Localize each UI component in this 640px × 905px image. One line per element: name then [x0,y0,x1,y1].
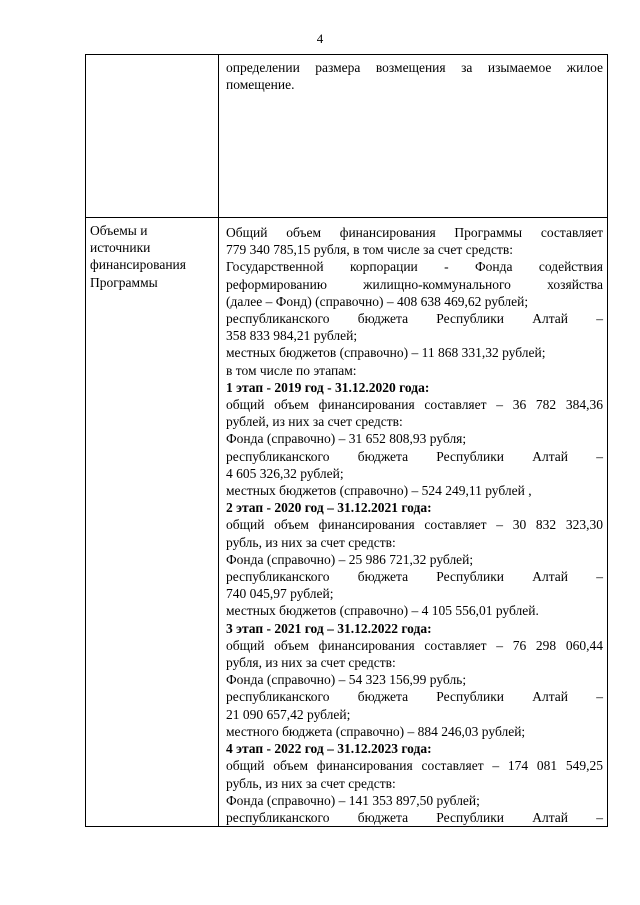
text-line: 21 090 657,42 рублей; [226,706,351,722]
text-line: Фонда (справочно) – 54 323 156,99 рубль; [226,672,467,688]
text-line: общий объем финансирования составляет – 174 081 549,25 [226,758,603,774]
text-line: Фонда (справочно) – 141 353 897,50 рублей; [226,792,480,808]
text-line: местного бюджета (справочно) – 884 246,03 рублей; [226,723,526,739]
stage-heading: 4 этап - 2022 год – 31.12.2023 года: [226,741,432,757]
text-line: рублей, из них за счет средств: [226,414,403,430]
text-line: 358 833 984,21 рублей; [226,328,358,344]
text-line: республиканского бюджета Республики Алтай – [226,448,603,464]
text-line: определении размера возмещения за изымаемое жилое [226,60,603,75]
text-line: реформированию жилищно-коммунального хозяйства [226,276,603,292]
text-line: 779 340 785,15 рубля, в том числе за счет средств: [226,242,514,258]
text-line: рубля, из них за счет средств: [226,655,396,671]
text-line: общий объем финансирования составляет – 30 832 323,30 [226,517,603,533]
text-line: общий объем финансирования составляет – 36 782 384,36 [226,397,603,413]
text-line: республиканского бюджета Республики Алтай – [226,809,603,825]
financing-text [219,218,607,826]
label-line: источники [90,240,151,256]
label-line: финансирования [90,257,186,273]
page-number: 4 [316,31,324,46]
row-label [86,55,218,59]
text-line: местных бюджетов (справочно) – 4 105 556,01 рублей. [226,603,539,619]
stage-heading: 3 этап - 2021 год – 31.12.2022 года: [226,620,432,636]
table-row [86,55,608,218]
text-line: Общий объем финансирования Программы составляет [226,225,603,240]
table-row [86,218,608,827]
program-passport-table [85,54,608,827]
text-line: Фонда (справочно) – 25 986 721,32 рублей; [226,551,474,567]
text-line: республиканского бюджета Республики Алтай – [226,689,603,705]
row-label-cell [86,55,219,218]
text-line: Фонда (справочно) – 31 652 808,93 рубля; [226,431,467,447]
row-content-cell [219,218,608,827]
stage-heading: 2 этап - 2020 год – 31.12.2021 года: [226,500,432,516]
label-line: Объемы и [90,223,148,238]
text-line: (далее – Фонд) (справочно) – 408 638 469,62 рублей; [226,293,529,309]
text-line: республиканского бюджета Республики Алтай – [226,569,603,585]
text-line: Государственной корпорации - Фонда содействия [226,259,603,275]
text-line: рубль, из них за счет средств: [226,775,396,791]
text-line: местных бюджетов (справочно) – 11 868 331,32 рублей; [226,345,546,361]
text-line: помещение. [226,77,295,93]
text-line: 4 605 326,32 рублей; [226,465,344,481]
text-line: в том числе по этапам: [226,362,357,378]
text-line: рубль, из них за счет средств: [226,534,396,550]
text-line: общий объем финансирования составляет – 76 298 060,44 [226,637,603,653]
label-line: Программы [90,274,158,290]
text-line: республиканского бюджета Республики Алтай – [226,311,603,327]
row-label-cell [86,218,219,827]
text-line: 740 045,97 рублей; [226,586,334,602]
stage-heading: 1 этап - 2019 год - 31.12.2020 года: [226,379,430,395]
row-content-cell [219,55,608,218]
text-line: местных бюджетов (справочно) – 524 249,11 рублей , [226,483,532,499]
row-label [86,218,218,291]
